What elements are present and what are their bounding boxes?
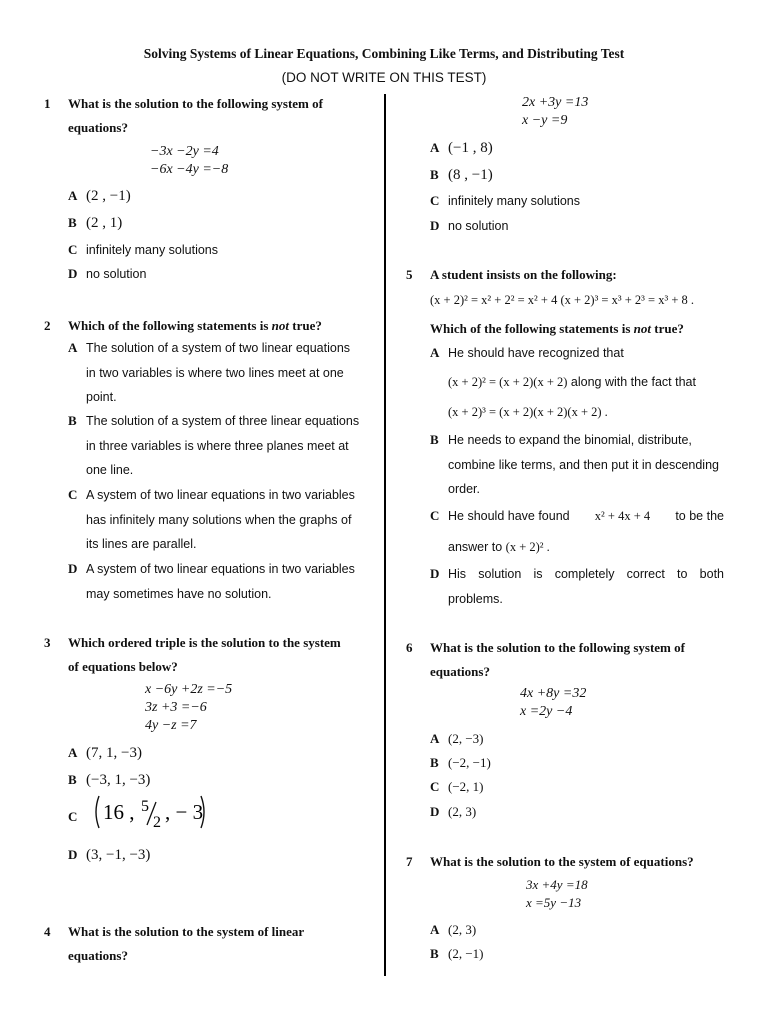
answer-option-c: C infinitely many solutions [430,193,581,208]
question-number: 5 [406,267,413,282]
question-text: Which of the following statements is not true? [430,321,684,336]
equation: 3z +3 =−6 [145,700,207,715]
answer-option-c: C (−2, 1) [430,779,484,794]
answer-option-d: D A system of two linear equations in two variables may sometimes have no solution. [68,561,355,601]
question-number: 2 [44,318,51,333]
equation: x =5y −13 [526,895,582,910]
question-text: equations? [68,120,128,135]
answer-option-d: D no solution [68,266,147,281]
column-divider [384,94,386,976]
page-title: Solving Systems of Linear Equations, Combining Like Terms, and Distributing Test [143,46,625,61]
answer-option-b: B (−3, 1, −3) [68,772,151,788]
answer-option-b: B (2 , 1) [68,215,123,231]
answer-option-c: C A system of two linear equations in two variables has infinitely many solutions when the graphs of its lines are parallel. [68,487,355,551]
svg-text:16 ,: 16 , [103,800,135,825]
formula: (x + 2)³ = (x + 2)(x + 2)(x + 2) . [448,405,608,419]
answer-option-b: B (−2, −1) [430,755,491,770]
answer-option-b: B The solution of a system of three linear equations in three variables is where three planes meet at one line. [68,413,360,477]
equation: 3x +4y =18 [526,877,588,892]
answer-option-a: A The solution of a system of two linear equations in two variables is where two lines meet at one point. [68,340,351,404]
question-number: 3 [44,635,51,650]
answer-option-b: B (2, −1) [430,946,484,961]
answer-option-a: A (2 , −1) [68,188,131,204]
answer-option-a: A (7, 1, −3) [68,745,142,761]
answer-option-c: C He should have found x² + 4x + 4 to be the answer to (x + 2)² . [430,508,724,554]
question-text: A student insists on the following: [430,267,617,282]
answer-option-d: D (2, 3) [430,804,477,819]
answer-option-d: D His solution is completely correct to both problems. [430,566,724,606]
question-text: Which ordered triple is the solution to the system [68,635,341,650]
equation: 4x +8y =32 [520,686,587,701]
question-number: 4 [44,924,51,939]
question-text: What is the solution to the following system of [430,640,685,655]
question-text: What is the solution to the following system of [68,96,323,111]
answer-option-a: A (2, 3) [430,922,477,937]
question-text: What is the solution to the system of linear [68,924,305,939]
answer-option-c: C 16 , 5 2 , − 3 [68,805,207,831]
equation: −6x −4y =−8 [150,162,229,177]
svg-text:5: 5 [141,798,150,816]
question-number: 7 [406,854,413,869]
fraction-triple-icon [89,793,207,831]
answer-option-a: A He should have recognized that [430,345,624,360]
answer-option-b: B (8 , −1) [430,167,493,183]
question-text: Which of the following statements is not true? [68,318,322,333]
question-number: 1 [44,96,51,111]
question-text: What is the solution to the system of equations? [430,854,694,869]
equation: −3x −2y =4 [150,144,219,159]
formula: (x + 2)² = (x + 2)(x + 2) along with the fact that [448,375,696,389]
question-text: equations? [430,664,490,679]
answer-option-a: A (2, −3) [430,731,484,746]
question-text: equations? [68,948,128,963]
equation: 4y −z =7 [145,718,197,733]
svg-text:, − 3: , − 3 [165,800,204,825]
formula: (x + 2)² = x² + 2² = x² + 4 (x + 2)³ = x³ + 2³ = x³ + 8 . [430,293,695,307]
answer-option-b: B He needs to expand the binomial, distribute, combine like terms, and then put it in descending order. [430,432,719,496]
equation: x −y =9 [522,113,568,128]
question-number: 6 [406,640,413,655]
svg-text:2: 2 [153,814,162,832]
equation: x =2y −4 [520,704,573,719]
question-text: of equations below? [68,659,178,674]
answer-option-d: D no solution [430,218,509,233]
answer-option-c: C infinitely many solutions [68,242,219,257]
answer-option-a: A (−1 , 8) [430,140,493,156]
answer-option-d: D (3, −1, −3) [68,847,151,863]
equation: 2x +3y =13 [522,95,589,110]
equation: x −6y +2z =−5 [145,682,233,697]
page-subtitle: (DO NOT WRITE ON THIS TEST) [281,70,487,85]
